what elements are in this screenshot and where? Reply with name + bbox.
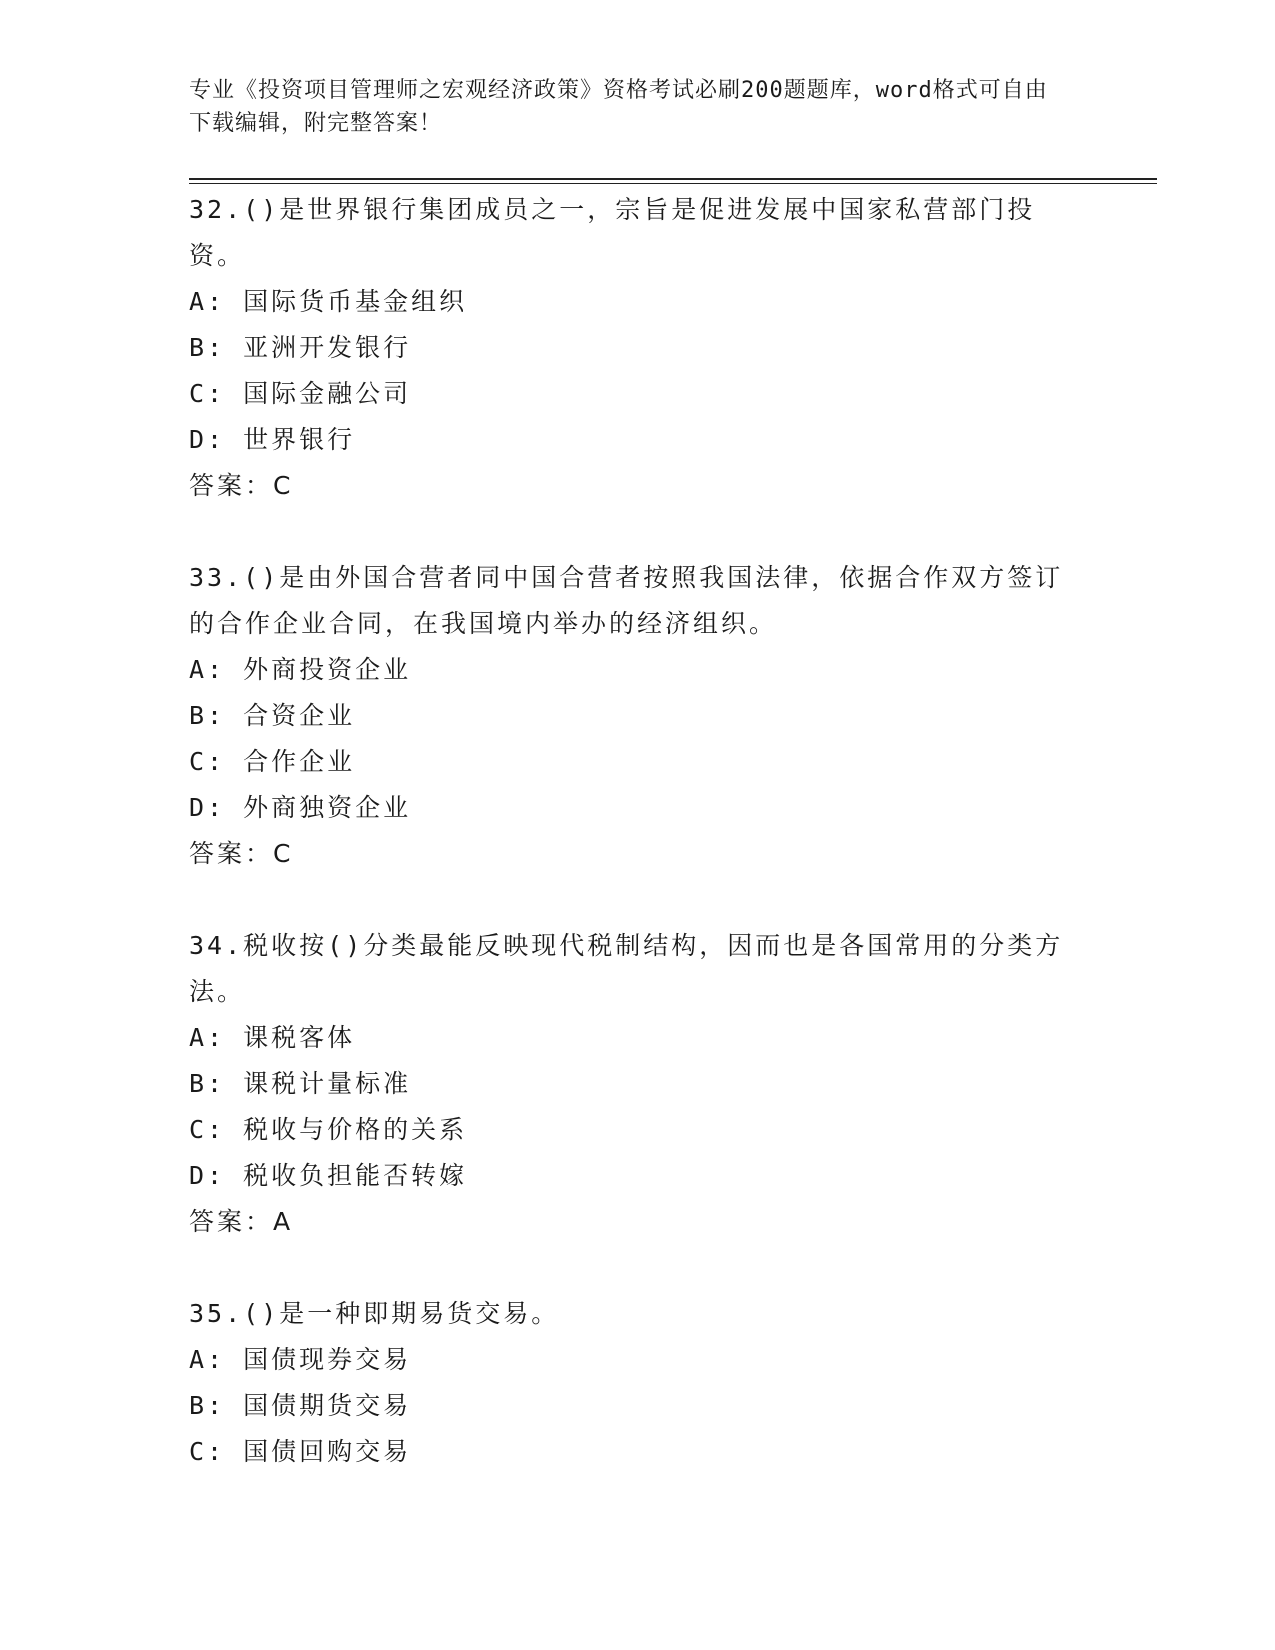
option-c: C: 税收与价格的关系: [189, 1115, 468, 1144]
option-c: C: 国债回购交易: [189, 1437, 412, 1466]
option-b: B: 亚洲开发银行: [189, 333, 412, 362]
document-header: [189, 74, 1069, 140]
option-b: B: 国债期货交易: [189, 1391, 412, 1420]
question-text: 35.()是一种即期易货交易。: [189, 1299, 560, 1328]
option-b: B: 合资企业: [189, 701, 356, 730]
option-a: A: 外商投资企业: [189, 655, 412, 684]
question-text: 32.()是世界银行集团成员之一，宗旨是促进发展中国家私营部门投资。: [189, 195, 1036, 270]
option-d: D: 外商独资企业: [189, 793, 412, 822]
option-a: A: 国债现券交易: [189, 1345, 412, 1374]
question-text: 33.()是由外国合营者同中国合营者按照我国法律，依据合作双方签订的合作企业合同，在我国境内举办的经济组织。: [189, 563, 1064, 638]
question-32: [189, 187, 1089, 509]
header-title: 专业《投资项目管理师之宏观经济政策》资格考试必刷200题题库，word格式可自由下载编辑，附完整答案！: [189, 78, 1048, 136]
option-d: D: 税收负担能否转嫁: [189, 1161, 468, 1190]
option-c: C: 合作企业: [189, 747, 356, 776]
header-rule-thin: [189, 183, 1157, 184]
question-34: [189, 923, 1089, 1245]
question-text: 34.税收按()分类最能反映现代税制结构，因而也是各国常用的分类方法。: [189, 931, 1064, 1006]
header-rule-thick: [189, 178, 1157, 180]
option-b: B: 课税计量标准: [189, 1069, 412, 1098]
option-c: C: 国际金融公司: [189, 379, 412, 408]
question-33: [189, 555, 1089, 877]
answer: 答案：A: [189, 1207, 294, 1236]
option-d: D: 世界银行: [189, 425, 356, 454]
question-list: [189, 187, 1089, 1521]
answer: 答案：C: [189, 471, 294, 500]
option-a: A: 课税客体: [189, 1023, 356, 1052]
answer: 答案：C: [189, 839, 294, 868]
option-a: A: 国际货币基金组织: [189, 287, 468, 316]
question-35: [189, 1291, 1089, 1475]
